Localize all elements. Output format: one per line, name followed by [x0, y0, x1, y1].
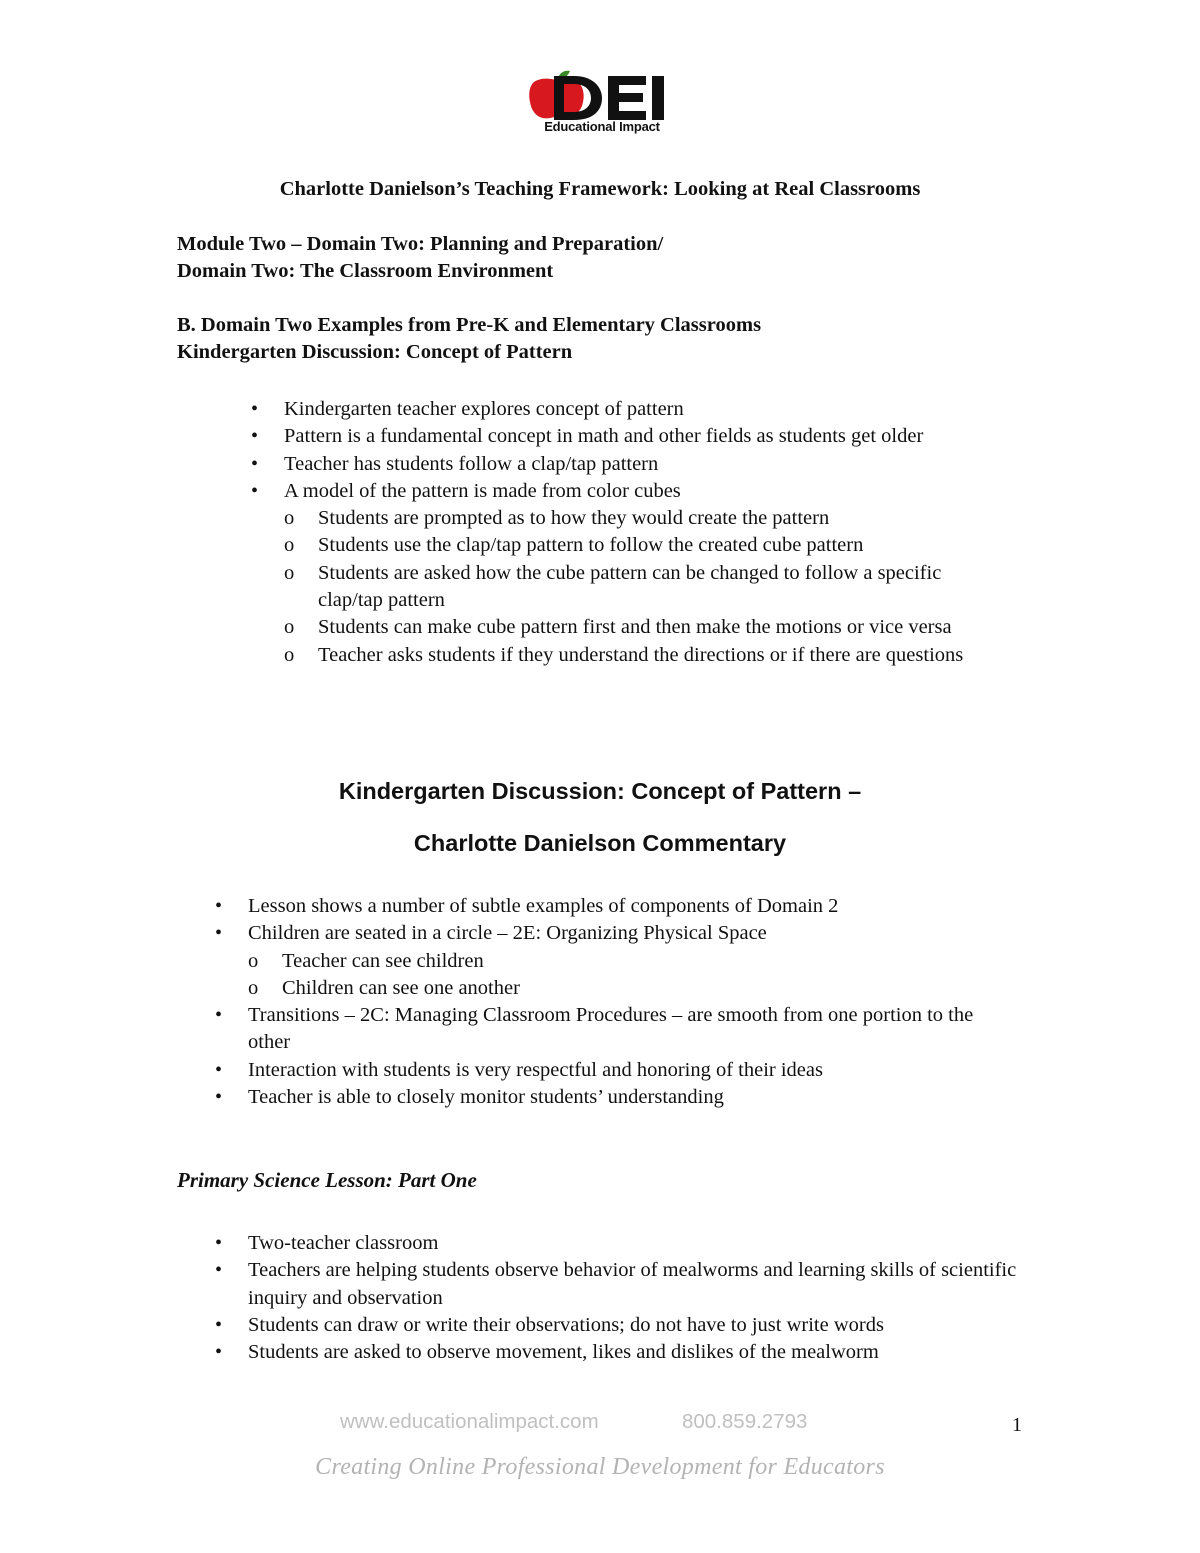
science-lesson-heading: Primary Science Lesson: Part One	[177, 1168, 477, 1192]
module-line-1: Module Two – Domain Two: Planning and Preparation/	[177, 233, 664, 255]
commentary-heading-line-1: Kindergarten Discussion: Concept of Pattern –	[338, 778, 862, 804]
list-item: • Two-teacher classroom	[215, 1232, 439, 1254]
list-item: • Teacher is able to closely monitor students’ understanding	[215, 1086, 724, 1109]
sub-list-item: o Students can make cube pattern first and then make the motions or vice versa	[284, 616, 952, 639]
list-item: • Teachers are helping students observe behavior of mealworms and learning skills of scientific inquiry and observation	[215, 1259, 1017, 1309]
list-item: • Children are seated in a circle – 2E: Organizing Physical Space o Teacher can see children o Children can see one another	[212, 920, 1012, 1002]
sub-list-item: o Teacher can see children	[248, 949, 484, 972]
page-number: 1	[1012, 1414, 1022, 1436]
sub-list-item: o Teacher asks students if they understand the directions or if there are questions	[284, 643, 964, 666]
list-item: • Students are asked to observe movement, likes and dislikes of the mealworm	[215, 1341, 879, 1364]
science-lesson-list	[212, 1230, 1022, 1366]
module-line-2: Domain Two: The Classroom Environment	[177, 260, 554, 282]
sub-list	[248, 505, 964, 669]
section-b-line-2: Kindergarten Discussion: Concept of Pattern	[177, 341, 573, 363]
list-item: • Kindergarten teacher explores concept of pattern	[251, 398, 684, 420]
list-item: • Transitions – 2C: Managing Classroom Procedures – are smooth from one portion to the other	[215, 1004, 974, 1054]
list-item: • Pattern is a fundamental concept in math and other fields as students get older	[251, 425, 924, 448]
commentary-heading-line-2: Charlotte Danielson Commentary	[413, 830, 787, 856]
document-title: Charlotte Danielson’s Teaching Framework: Looking at Real Classrooms	[279, 178, 921, 200]
footer-website-link[interactable]: www.educationalimpact.com	[340, 1410, 599, 1433]
section-b-line-1: B. Domain Two Examples from Pre-K and Elementary Classrooms	[177, 314, 762, 336]
sub-list-item: o Students are prompted as to how they would create the pattern	[284, 507, 830, 530]
footer-phone-number: 800.859.2793	[682, 1410, 808, 1433]
kindergarten-discussion-list	[248, 396, 1048, 669]
commentary-list	[212, 893, 1012, 1111]
sub-list	[212, 948, 1012, 1003]
logo-caption: Educational Impact	[544, 119, 660, 134]
list-item: • Students can draw or write their observations; do not have to just write words	[215, 1313, 884, 1336]
footer-tagline: Creating Online Professional Development for Educators	[315, 1454, 885, 1480]
list-item: • Lesson shows a number of subtle examples of components of Domain 2	[215, 895, 839, 917]
list-item: • A model of the pattern is made from color cubes o Students are prompted as to how they would create the pattern o Students use the clap/tap pattern to follow the created cube pattern o Students are asked how the cube pattern can be changed to follow a specific clap/tap pattern o Students can make cube pattern first and then make the motions or vice versa o Teacher asks students if they understand the directions or if there are questions	[248, 478, 1048, 669]
sub-list-item: o Students use the clap/tap pattern to follow the created cube pattern	[284, 534, 864, 557]
list-item: • Teacher has students follow a clap/tap pattern	[251, 452, 659, 475]
list-item: • Interaction with students is very respectful and honoring of their ideas	[215, 1058, 823, 1081]
sub-list-item: o Children can see one another	[248, 976, 520, 999]
sub-list-item: o Students are asked how the cube pattern can be changed to follow a specific clap/tap pattern	[284, 561, 942, 612]
